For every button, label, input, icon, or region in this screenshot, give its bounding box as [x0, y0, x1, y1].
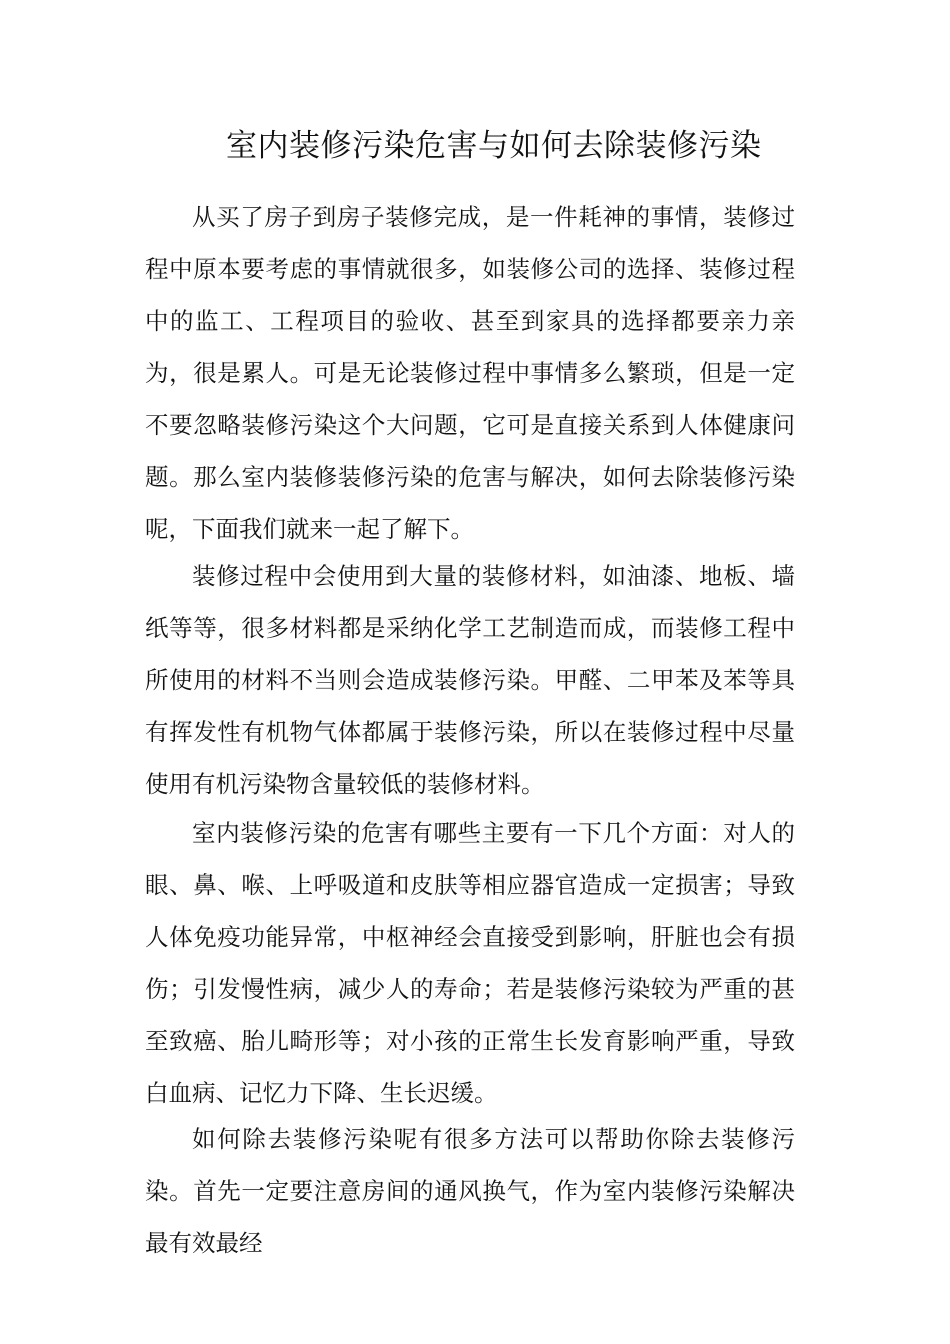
document-title: 室内装修污染危害与如何去除装修污染: [226, 128, 762, 164]
paragraph-materials: 装修过程中会使用到大量的装修材料，如油漆、地板、墙纸等等，很多材料都是采纳化学工艺制造而成，而装修工程中所使用的材料不当则会造成装修污染。甲醛、二甲苯及苯等具有挥发性有机物气体都属于装修污染，所以在装修过程中尽量使用有机污染物含量较低的装修材料。: [145, 562, 795, 798]
paragraph-removal: 如何除去装修污染呢有很多方法可以帮助你除去装修污染。首先一定要注意房间的通风换气，作为室内装修污染解决最有效最经: [145, 1125, 795, 1257]
paragraph-intro: 从买了房子到房子装修完成，是一件耗神的事情，装修过程中原本要考虑的事情就很多，如装修公司的选择、装修过程中的监工、工程项目的验收、甚至到家具的选择都要亲力亲为，很是累人。可是无论装修过程中事情多么繁琐，但是一定不要忽略装修污染这个大问题，它可是直接关系到人体健康问题。那么室内装修装修污染的危害与解决，如何去除装修污染呢，下面我们就来一起了解下。: [145, 203, 795, 543]
paragraph-hazards: 室内装修污染的危害有哪些主要有一下几个方面：对人的眼、鼻、喉、上呼吸道和皮肤等相应器官造成一定损害；导致人体免疫功能异常，中枢神经会直接受到影响，肝脏也会有损伤；引发慢性病，减少人的寿命；若是装修污染较为严重的甚至致癌、胎儿畸形等；对小孩的正常生长发育影响严重，导致白血病、记忆力下降、生长迟缓。: [145, 819, 795, 1107]
